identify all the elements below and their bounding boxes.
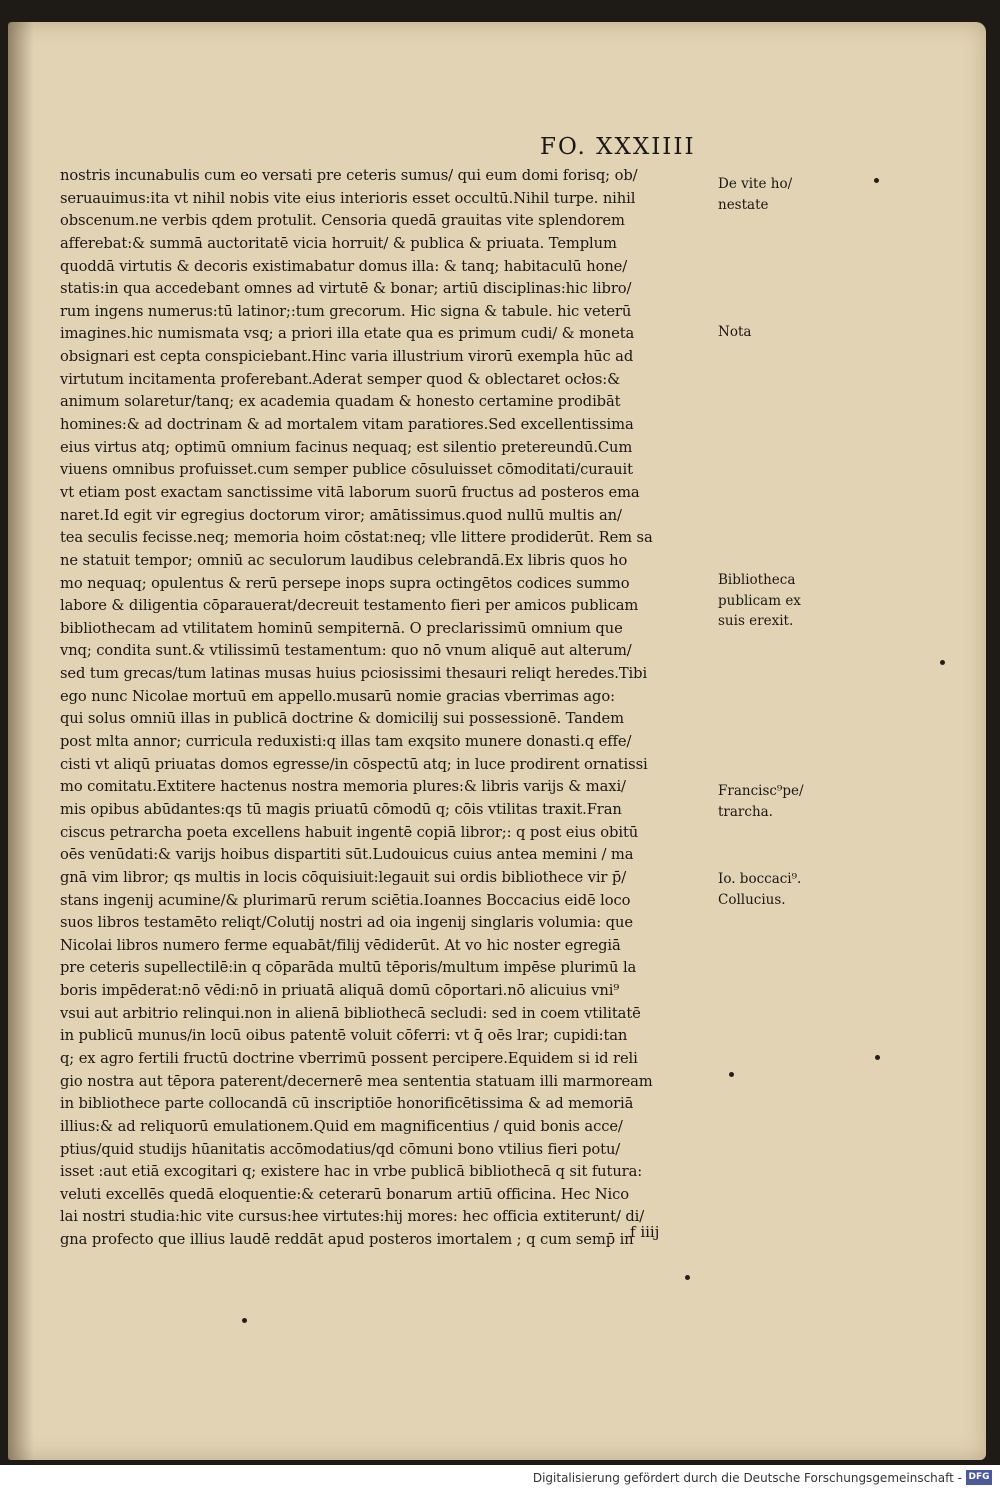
paper-speck xyxy=(242,1318,247,1323)
text-line: isset :aut etiā excogitari q; existere hac in vrbe publicā bibliothecā q sit futura: xyxy=(60,1163,643,1181)
text-line: tea seculis fecisse.neq; memoria hoim cōstat:neq; vlle littere prodiderūt. Rem sa xyxy=(60,529,653,547)
margin-note-line: trarcha. xyxy=(718,803,773,820)
text-line: ne statuit tempor; omniū ac seculorum laudibus celebrandā.Ex libris quos ho xyxy=(60,551,628,569)
body-text xyxy=(60,165,720,1252)
margin-note-de-vite-honestate xyxy=(718,174,792,215)
text-line: rum ingens numerus:tū latinor;:tum grecorum. Hic signa & tabule. hic veterū xyxy=(60,302,632,320)
text-line: gna profecto que illius laudē reddāt apud posteros imortalem ; q cum semp̄ in xyxy=(60,1231,634,1249)
text-line: eius virtus atq; optimū omnium facinus nequaq; est silentio pretereundū.Cum xyxy=(60,438,633,456)
text-line: gnā vim libror; qs multis in locis cōquisiuit:legauit sui ordis bibliothece vir p̄/ xyxy=(60,868,627,886)
text-line: homines:& ad doctrinam & ad mortalem vitam paratiores.Sed excellentissima xyxy=(60,416,634,434)
margin-note-line: Collucius. xyxy=(718,891,786,908)
text-line: obsignari est cepta conspiciebant.Hinc varia illustrium virorū exempla hūc ad xyxy=(60,348,634,366)
paper-speck xyxy=(940,660,945,665)
text-line: in bibliothece parte collocandā cū inscriptiōe honorificētissima & ad memoriā xyxy=(60,1095,634,1113)
text-line: imagines.hic numismata vsq; a priori illa etate qua es primum cudi/ & moneta xyxy=(60,325,635,343)
text-line: Nicolai libros numero ferme equabāt/filij vēdiderūt. At vo hic noster egregiā xyxy=(60,936,621,954)
text-line: animum solaretur/tanq; ex academia quadam & honesto certamine prodibāt xyxy=(60,393,621,411)
margin-note-boccacius-collucius xyxy=(718,869,801,910)
paper-speck xyxy=(685,1275,690,1280)
text-line: mo nequaq; opulentus & rerū persepe inops supra octingētos codices summo xyxy=(60,574,630,592)
text-line: virtutum incitamenta proferebant.Aderat semper quod & oblectaret ocłos:& xyxy=(60,370,621,388)
margin-note-line: suis erexit. xyxy=(718,613,794,629)
text-line: cisti vt aliqū priuatas domos egresse/in cōspectū atq; in luce prodirent ornatissi xyxy=(60,755,648,773)
text-line: afferebat:& summā auctoritatē vicia horruit/ & publica & priuata. Templum xyxy=(60,234,617,252)
text-line: naret.Id egit vir egregius doctorum viror; amātissimus.quod nullū multis an/ xyxy=(60,506,622,524)
text-line: vsui aut arbitrio relinqui.non in alienā bibliothecā secludi: sed in coem vtilitatē xyxy=(60,1004,641,1022)
text-line: qui solus omniū illas in publicā doctrine & domicilij sui possessionē. Tandem xyxy=(60,710,624,728)
text-line: vnq; condita sunt.& vtilissimū testamentum: quo nō vnum aliquē aut alterum/ xyxy=(60,642,632,660)
text-line: quoddā virtutis & decoris existimabatur domus illa: & tanq; habitaculū hone/ xyxy=(60,257,628,275)
margin-note-line: Nota xyxy=(718,324,752,340)
text-line: lai nostri studia:hic vite cursus:hee virtutes:hij mores: hec officia extiterunt/ di/ xyxy=(60,1208,645,1226)
margin-note-line: De vite ho/ xyxy=(718,176,793,192)
margin-note-bibliotheca xyxy=(718,570,801,632)
margin-note-line: Francisc⁹pe/ xyxy=(718,783,804,799)
margin-note-nota xyxy=(718,322,751,343)
folio-number: FO. XXXIIII xyxy=(540,134,696,160)
margin-note-line: publicam ex xyxy=(718,592,801,609)
text-line: suos libros testamēto reliqt/Colutij nostri ad oia ingenij singlaris volumia: que xyxy=(60,914,633,932)
text-line: vt etiam post exactam sanctissime vitā laborum suorū fructus ad posteros ema xyxy=(60,483,640,501)
text-line: ptius/quid studijs hūanitatis accōmodatius/qd cōmuni bono vtilius fieri potu/ xyxy=(60,1140,621,1158)
text-line: sed tum grecas/tum latinas musas huius pciosissimi thesauri reliqt heredes.Tibi xyxy=(60,665,648,683)
text-line: veluti excellēs quedā eloquentie:& ceterarū bonarum artiū officina. Hec Nico xyxy=(60,1185,629,1203)
text-line: stans ingenij acumine/& plurimarū rerum sciētia.Ioannes Boccacius eidē loco xyxy=(60,891,631,909)
text-line: seruauimus:ita vt nihil nobis vite eius interioris esset occultū.Nihil turpe. nihil xyxy=(60,189,636,207)
margin-note-line: nestate xyxy=(718,196,769,213)
text-line: ego nunc Nicolae mortuū em appello.musarū nomie gracias vberrimas ago: xyxy=(60,687,615,705)
text-line: nostris incunabulis cum eo versati pre ceteris sumus/ qui eum domi forisq; ob/ xyxy=(60,167,638,184)
text-line: q; ex agro fertili fructū doctrine vberrimū possent percipere.Equidem si id reli xyxy=(60,1049,638,1067)
paper-speck xyxy=(874,178,879,183)
paper-speck xyxy=(729,1072,734,1077)
text-line: viuens omnibus profuisset.cum semper publice cōsuluisset cōmoditati/curauit xyxy=(60,461,633,479)
page-gutter-shadow xyxy=(8,22,34,1460)
text-line: illius:& ad reliquorū emulationem.Quid em magnificentius / quid bonis acce/ xyxy=(60,1117,623,1135)
paper-speck xyxy=(875,1055,880,1060)
text-line: mo comitatu.Extitere hactenus nostra memoria plures:& libris varijs & maxi/ xyxy=(60,778,626,796)
footer-bar xyxy=(0,1465,1000,1493)
text-line: obscenum.ne verbis qdem protulit. Censoria quedā grauitas vite splendorem xyxy=(60,212,625,230)
text-line: oēs venūdati:& varijs hoibus dispartiti sūt.Ludouicus cuius antea memini / ma xyxy=(60,846,634,864)
text-line: statis:in qua accedebant omnes ad virtutē & bonar; artiū disciplinas:hic libro/ xyxy=(60,280,632,298)
signature-mark: f iiij xyxy=(630,1223,660,1241)
text-line: in publicū munus/in locū oibus patentē voluit cōferri: vt q̄ oēs lrar; cupidi:tan xyxy=(60,1027,628,1045)
text-line: ciscus petrarcha poeta excellens habuit ingentē copiā libror;: q post eius obitū xyxy=(60,823,639,841)
margin-note-franciscus-petrarcha xyxy=(718,781,804,822)
text-line: labore & diligentia cōparauerat/decreuit testamento fieri per amicos publicam xyxy=(60,597,639,615)
margin-note-line: Bibliotheca xyxy=(718,572,796,588)
dfg-logo: DFG xyxy=(966,1470,992,1485)
text-line: pre ceteris supellectilē:in q cōparāda multū tēporis/multum impēse plurimū la xyxy=(60,959,637,977)
text-line: mis opibus abūdantes:qs tū magis priuatū cōmodū q; cōis vtilitas traxit.Fran xyxy=(60,800,622,818)
text-line: bibliothecam ad vtilitatem hominū sempiternā. O preclarissimū omnium que xyxy=(60,619,623,637)
margin-note-line: Io. boccaci⁹. xyxy=(718,871,802,887)
text-line: boris impēderat:nō vēdi:nō in priuatā aliquā domū cōportari.nō alicuius vni⁹ xyxy=(60,982,620,1000)
text-line: post mlta annor; curricula reduxisti:q illas tam exqsito munere donasti.q effe/ xyxy=(60,733,632,751)
funding-notice: Digitalisierung gefördert durch die Deutsche Forschungsgemeinschaft - xyxy=(532,1471,962,1485)
text-line: gio nostra aut tēpora paterent/decernerē mea sententia statuam illi marmoream xyxy=(60,1072,653,1090)
